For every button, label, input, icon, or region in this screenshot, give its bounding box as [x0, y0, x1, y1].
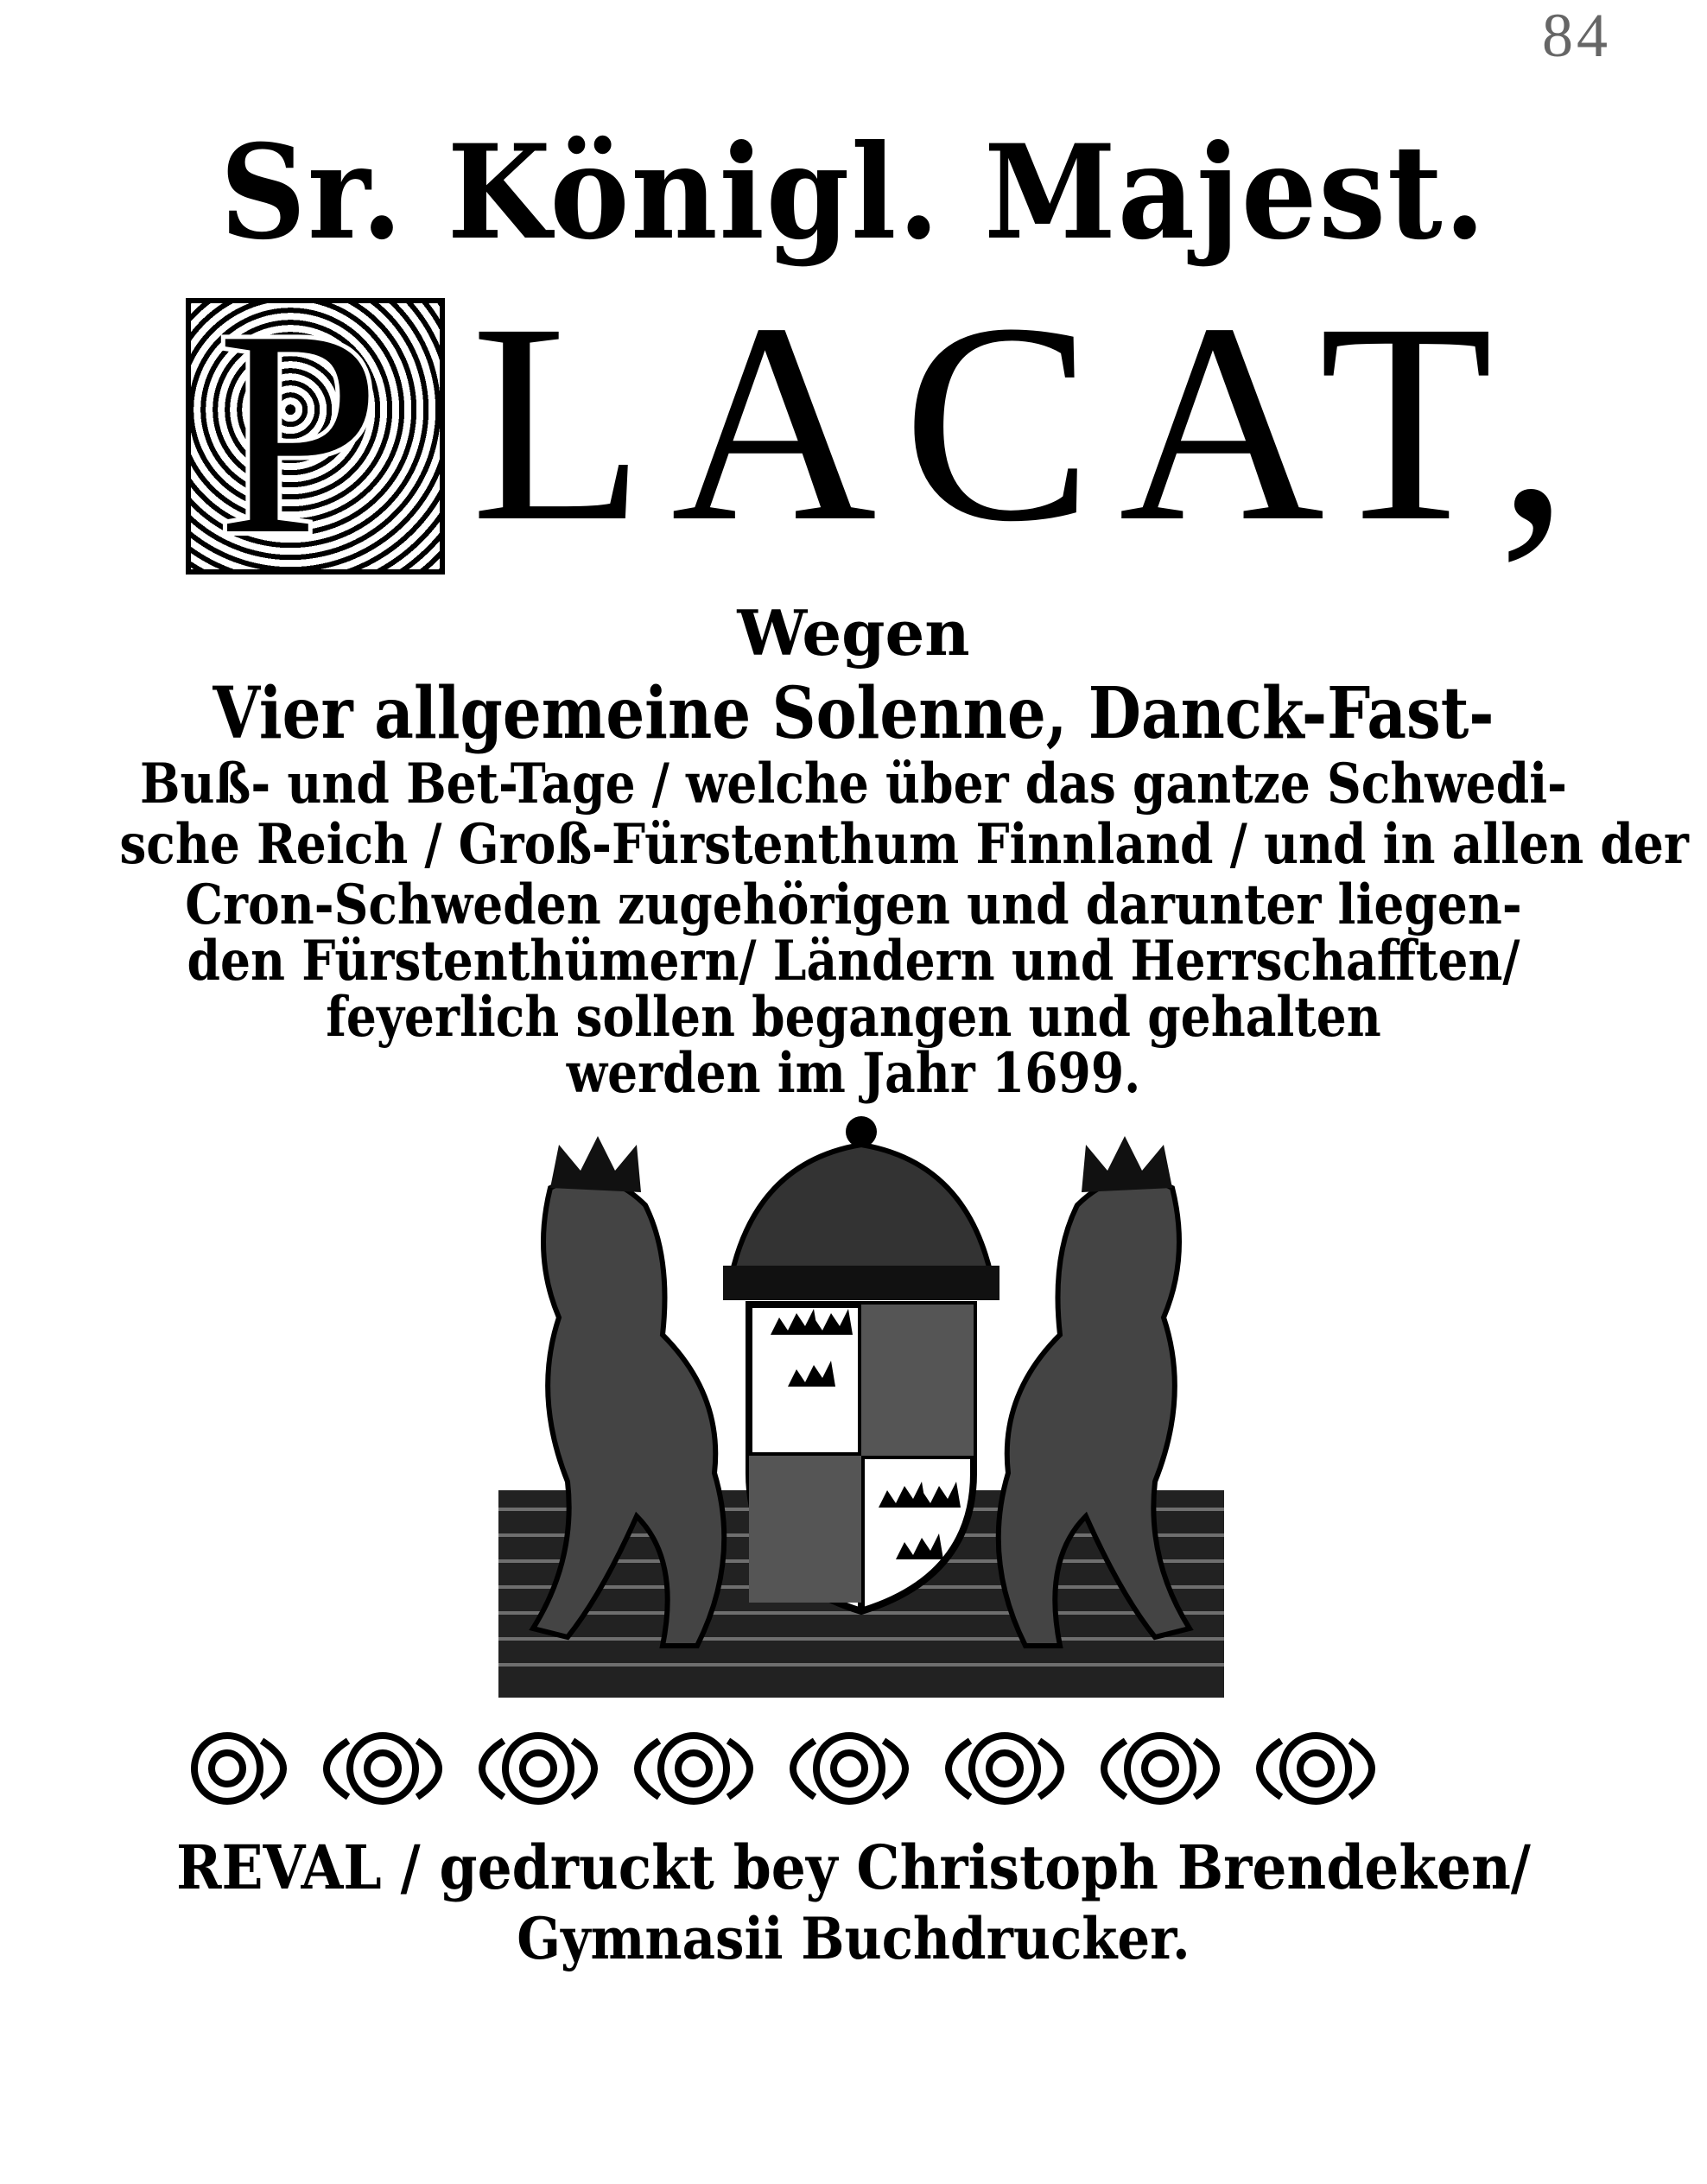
- body-line: Cron-Schweden zugehörigen und darunter liegen-: [185, 873, 1522, 937]
- body-line: feyerlich sollen begangen und gehalten: [326, 985, 1381, 1050]
- body-line: Buß- und Bet-Tage / welche über das gantze Schwedi-: [140, 752, 1567, 816]
- main-heading: [186, 265, 1596, 595]
- royal-crown: [732, 1145, 991, 1274]
- body-line: Vier allgemeine Solenne, Danck-Fast-: [213, 672, 1494, 755]
- body-line: sche Reich / Groß-Fürstenthum Finnland / und in allen der: [119, 812, 1689, 877]
- page-number: 84: [1542, 1, 1611, 70]
- imprint-line: REVAL / gedruckt bey Christoph Brendeken/: [176, 1832, 1531, 1903]
- crown-right-lion: [1082, 1136, 1172, 1192]
- body-line: den Fürstenthümern/ Ländern und Herrschafften/: [187, 929, 1520, 994]
- decorated-initial: P: [186, 298, 445, 575]
- coat-of-arms-woodcut: [498, 1110, 1224, 1698]
- body-line: werden im Jahr 1699.: [566, 1041, 1141, 1106]
- ornamental-border: [180, 1724, 1424, 1814]
- crown-left-lion: [550, 1136, 641, 1192]
- heading-text: LACAT,: [471, 265, 1596, 581]
- imprint-line: Gymnasii Buchdrucker.: [517, 1905, 1190, 1972]
- subtitle: Wegen: [737, 596, 970, 670]
- document-title: Sr. Königl. Majest.: [219, 117, 1488, 269]
